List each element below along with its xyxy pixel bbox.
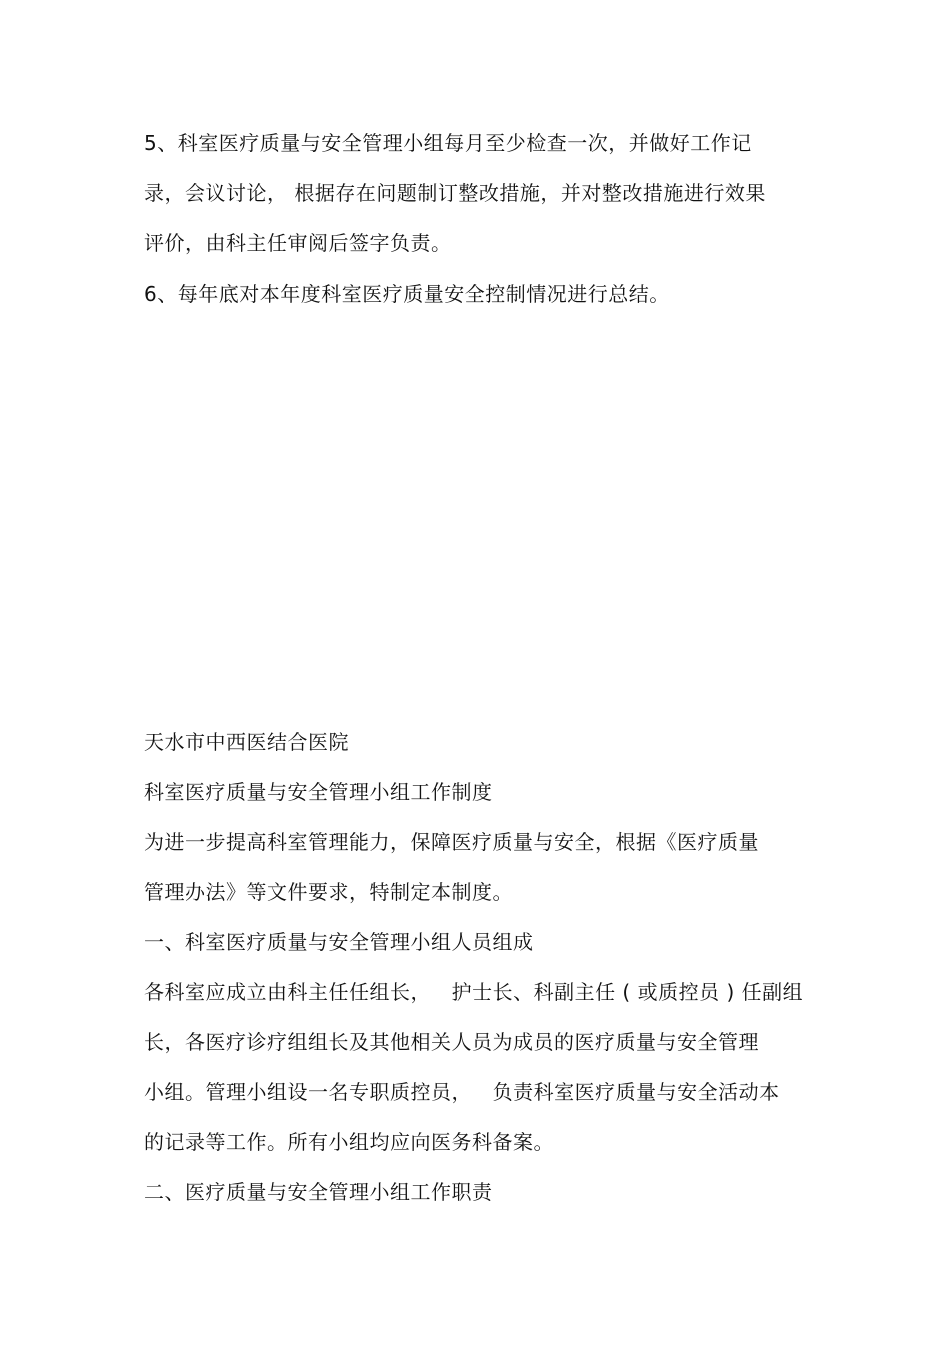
hospital-name: 天水市中西医结合医院 — [144, 730, 349, 754]
para1-line-2: 长，各医疗诊疗组组长及其他相关人员为成员的医疗质量与安全管理 — [144, 1030, 759, 1054]
para1-line-3: 小组。管理小组设一名专职质控员， 负责科室医疗质量与安全活动本 — [144, 1080, 780, 1104]
document-title: 科室医疗质量与安全管理小组工作制度 — [144, 780, 493, 804]
para1-line-4: 的记录等工作。所有小组均应向医务科备案。 — [144, 1130, 554, 1154]
section-heading-2: 二、医疗质量与安全管理小组工作职责 — [144, 1180, 493, 1204]
item5-line-2: 录，会议讨论， 根据存在问题制订整改措施，并对整改措施进行效果 — [144, 181, 766, 205]
item5-line-1: 5、科室医疗质量与安全管理小组每月至少检查一次，并做好工作记 — [144, 131, 752, 155]
section-heading-1: 一、科室医疗质量与安全管理小组人员组成 — [144, 930, 534, 954]
intro-line-2: 管理办法》等文件要求，特制定本制度。 — [144, 880, 513, 904]
intro-line-1: 为进一步提高科室管理能力，保障医疗质量与安全，根据《医疗质量 — [144, 830, 759, 854]
item5-line-3: 评价，由科主任审阅后签字负责。 — [144, 231, 452, 255]
item6-text: 6、每年底对本年度科室医疗质量安全控制情况进行总结。 — [144, 282, 670, 306]
para1-line-1: 各科室应成立由科主任任组长， 护士长、科副主任 ( 或质控员 ) 任副组 — [144, 980, 804, 1004]
